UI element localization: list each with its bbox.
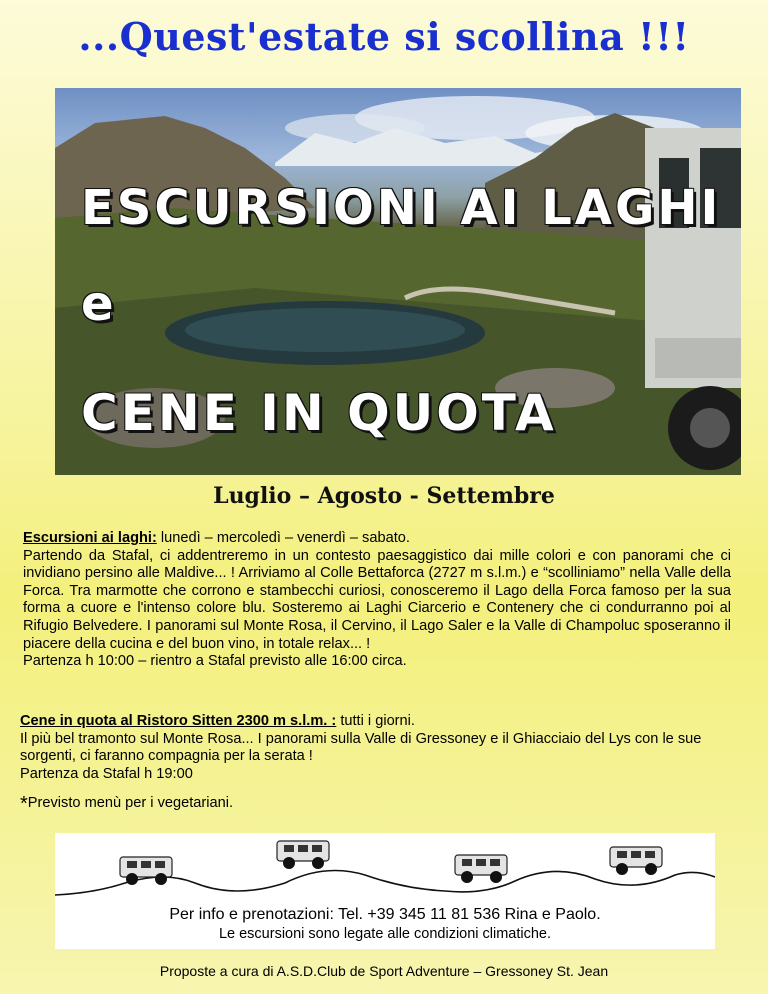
- veg-note-text: Previsto menù per i vegetariani.: [27, 795, 234, 811]
- dinners-schedule: Partenza da Stafal h 19:00: [20, 765, 193, 782]
- dinners-days: tutti i giorni.: [336, 713, 415, 729]
- photo-title-line3: CENE IN QUOTA: [81, 384, 557, 442]
- info-box: [55, 833, 715, 949]
- dinners-section: [20, 713, 740, 783]
- footer-credit: Proposte a cura di A.S.D.Club de Sport Adventure – Gressoney St. Jean: [159, 963, 609, 979]
- landscape-photo: [55, 88, 741, 475]
- dinners-body: Il più bel tramonto sul Monte Rosa... I panorami sulla Valle di Gressoney e il Ghiacciaio del Lys con le sue sorgenti, ci faranno compagnia per la serata !: [20, 730, 702, 765]
- veg-note: [20, 795, 728, 814]
- jeep-icon: [277, 841, 329, 869]
- jeep-icon: [610, 847, 662, 875]
- jeep-icon: [120, 857, 172, 885]
- excursions-section: [23, 530, 731, 671]
- excursions-body: Partendo da Stafal, ci addentreremo in un contesto paesaggistico dai mille colori e con panorami che ci invidiano persino alle Maldive... ! Arriviamo al Colle Bettaforca (2727 m s.l.m.) e “scolliniamo” nella Valle della Forca. Tra marmotte che corrono e stambecchi curiosi, conosceremo il Lago della Forca famoso per la sua forma a cuore e l'intenso colore blu. Sosteremo ai Laghi Ciarcerio e Contenery che ci condurranno poi al Rifugio Belvedere. I panorami sul Monte Rosa, il Cervino, il Lago Saler e la Valle di Champoluc sposeranno il piacere della cucina e del buon vino, in totale relax... !: [23, 547, 731, 652]
- season-months: Luglio – Agosto - Settembre: [213, 483, 555, 509]
- jeeps-on-hills-illustration: [55, 833, 715, 903]
- dinners-heading: Cene in quota al Ristoro Sitten 2300 m s.l.m. :: [20, 713, 337, 729]
- excursions-schedule: Partenza h 10:00 – rientro a Stafal previsto alle 16:00 circa.: [23, 653, 407, 670]
- jeep-icon: [455, 855, 507, 883]
- excursions-days: lunedì – mercoledì – venerdì – sabato.: [156, 530, 410, 546]
- info-weather-note: Le escursioni sono legate alle condizioni climatiche.: [218, 926, 552, 942]
- photo-title-line2: e: [81, 276, 117, 332]
- headline: ...Quest'estate si scollina !!!: [78, 14, 690, 59]
- excursions-heading: Escursioni ai laghi:: [23, 530, 157, 546]
- veg-note-star: *: [20, 793, 28, 815]
- photo-title-line1: ESCURSIONI AI LAGHI: [81, 180, 722, 236]
- info-contact: Per info e prenotazioni: Tel. +39 345 11 81 536 Rina e Paolo.: [169, 906, 601, 923]
